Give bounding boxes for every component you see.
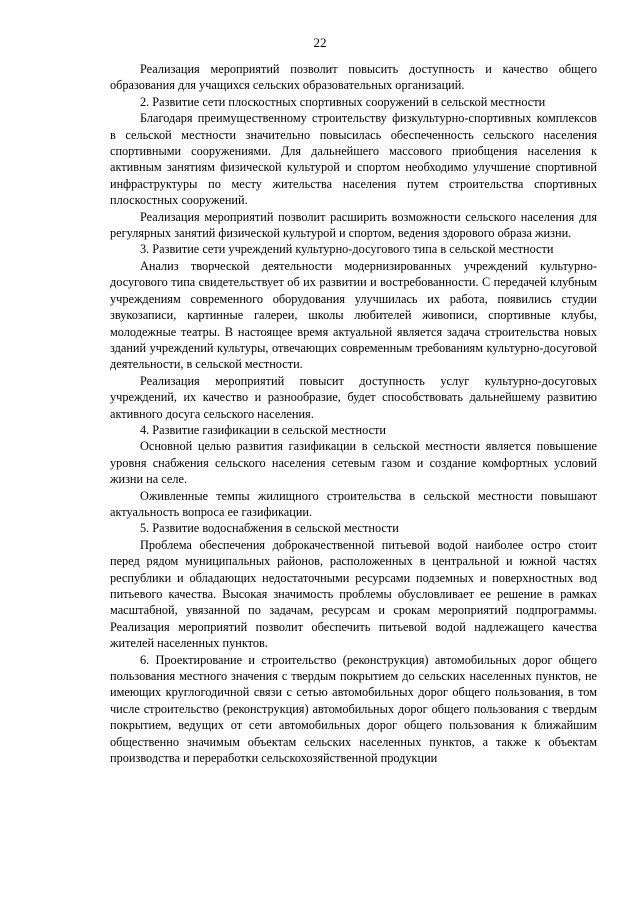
paragraph: Проблема обеспечения доброкачественной питьевой водой наиболее остро стоит перед рядом муниципальных районов, расположенных в центральной и южной частях республики и обладающих недостаточными ресурсами подземных и поверхностных вод питьевого качества. Высокая значимость проблемы обусловливает ее решение в рамках масштабной, увязанной по задачам, ресурсам и срокам мероприятий подпрограммы. Реализация мероприятий позволит обеспечить питьевой водой надлежащего качества жителей населенных пунктов. xyxy=(110,537,597,651)
paragraph: Основной целью развития газификации в сельской местности является повышение уровня снабжения сельского населения сетевым газом и создание комфортных условий жизни на селе. xyxy=(110,439,597,487)
paragraph: Благодаря преимущественному строительству физкультурно-спортивных комплексов в сельской местности значительно повысилась обеспеченность сельского населения спортивными сооружениями. Для дальнейшего массового приобщения населения к активным занятиям физической культурой и спортом необходимо улучшение спортивной инфраструктуры по месту жительства населения путем строительства спортивных плоскостных сооружений. xyxy=(110,111,597,208)
section-heading: 5. Развитие водоснабжения в сельской местности xyxy=(140,521,399,536)
paragraph: Реализация мероприятий позволит повысить доступность и качество общего образования для учащихся сельских образовательных организаций. xyxy=(110,62,597,93)
paragraph: Реализация мероприятий повысит доступность услуг культурно-досуговых учреждений, их качество и разнообразие, будет способствовать дальнейшему развитию активного досуга сельского населения. xyxy=(110,373,597,421)
paragraph: Реализация мероприятий позволит расширить возможности сельского населения для регулярных занятий физической культурой и спортом, ведения здорового образа жизни. xyxy=(110,209,597,241)
section-heading: 6. Проектирование и строительство (реконструкция) автомобильных дорог общего пользования местного значения с твердым покрытием до сельских населенных пунктов, не имеющих круглогодичной связи с сетью автомобильных дорог общего пользования, в том числе строительство (реконструкция) автомобильных дорог общего пользования с твердым покрытием, ведущих от сети автомобильных дорог общего пользования к ближайшим общественно значимым объектам сельских населенных пунктов, а также к объектам производства и переработки сельскохозяйственной продукции xyxy=(110,652,597,766)
paragraph: Оживленные темпы жилищного строительства в сельской местности повышают актуальность вопроса ее газификации. xyxy=(110,488,597,519)
section-heading: 4. Развитие газификации в сельской местности xyxy=(140,422,387,437)
section-heading: 2. Развитие сети плоскостных спортивных сооружений в сельской местности xyxy=(140,94,546,109)
page-number: 22 xyxy=(313,35,327,50)
section-heading: 3. Развитие сети учреждений культурно-досугового типа в сельской местности xyxy=(140,242,554,257)
paragraph: Анализ творческой деятельности модернизированных учреждений культурно-досугового типа свидетельствует об их развитии и востребованности. С передачей клубным учреждениям современного оборудования улучшилась их работа, появились студии звукозаписи, картинные галереи, школы любителей живописи, спортивные клубы, молодежные театры. В настоящее время актуальной является задача строительства новых зданий учреждений культуры, отвечающих современным требованиям культурно-досуговой деятельности, в сельской местности. xyxy=(110,258,597,372)
document-body xyxy=(110,61,597,766)
